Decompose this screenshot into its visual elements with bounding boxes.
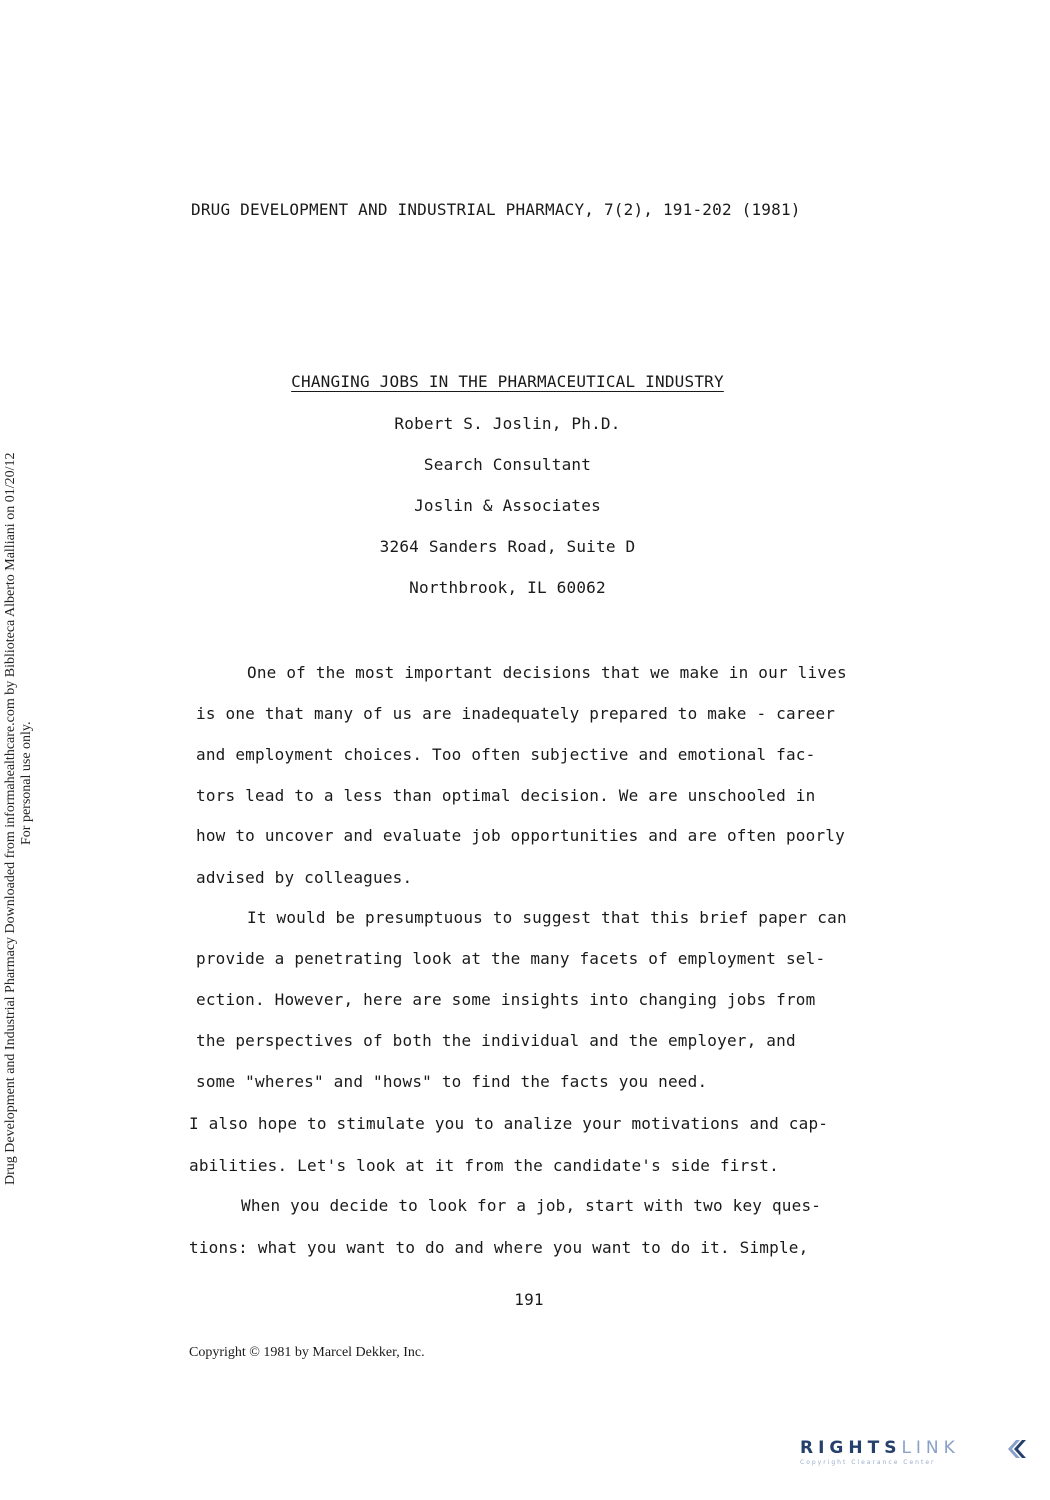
rightslink-rights-text: RIGHTS: [800, 1438, 902, 1458]
paragraph-line: the perspectives of both the individual and the employer, and: [196, 1031, 796, 1050]
paragraph-line: When you decide to look for a job, start with two key ques-: [241, 1196, 822, 1215]
paragraph-line: tions: what you want to do and where you want to do it. Simple,: [189, 1238, 809, 1257]
paragraph-line: I also hope to stimulate you to analize your motivations and cap-: [189, 1114, 829, 1133]
rightslink-wordmark: [800, 1438, 960, 1458]
paragraph-line: One of the most important decisions that we make in our lives: [247, 663, 847, 682]
journal-header: DRUG DEVELOPMENT AND INDUSTRIAL PHARMACY, 7(2), 191-202 (1981): [191, 200, 801, 219]
page-number: 191: [514, 1290, 544, 1309]
author-address: 3264 Sanders Road, Suite D: [379, 537, 636, 556]
download-notice-line-1: Drug Development and Industrial Pharmacy Downloaded from informahealthcare.com by Biblioteca Alberto Malliani on 01/20/12: [3, 452, 18, 1185]
author-position: Search Consultant: [423, 455, 592, 474]
paragraph-line: and employment choices. Too often subjective and emotional fac-: [196, 745, 816, 764]
rightslink-link-text: LINK: [901, 1438, 960, 1458]
paragraph-line: advised by colleagues.: [196, 868, 413, 887]
rightslink-tagline: Copyright Clearance Center: [800, 1459, 936, 1466]
author-company: Joslin & Associates: [414, 496, 601, 515]
paragraph-line: tors lead to a less than optimal decision. We are unschooled in: [196, 786, 816, 805]
paper-title-text: CHANGING JOBS IN THE PHARMACEUTICAL INDUSTRY: [291, 372, 724, 391]
paragraph-line: some "wheres" and "hows" to find the facts you need.: [196, 1072, 708, 1091]
paragraph-line: provide a penetrating look at the many facets of employment sel-: [196, 949, 826, 968]
author-name: Robert S. Joslin, Ph.D.: [394, 414, 621, 433]
paragraph-line: is one that many of us are inadequately prepared to make - career: [196, 704, 836, 723]
paragraph-line: ection. However, here are some insights into changing jobs from: [196, 990, 816, 1009]
copyright-notice: Copyright © 1981 by Marcel Dekker, Inc.: [189, 1345, 425, 1360]
author-city: Northbrook, IL 60062: [409, 578, 606, 597]
download-notice-line-2: For personal use only.: [19, 721, 34, 845]
paragraph-line: It would be presumptuous to suggest that this brief paper can: [247, 908, 847, 927]
chevron-logo-icon: [1000, 1438, 1030, 1460]
rightslink-logo[interactable]: [800, 1438, 1032, 1474]
paragraph-line: abilities. Let's look at it from the candidate's side first.: [189, 1156, 779, 1175]
paper-title: [0, 372, 1015, 391]
paragraph-line: how to uncover and evaluate job opportunities and are often poorly: [196, 826, 845, 845]
